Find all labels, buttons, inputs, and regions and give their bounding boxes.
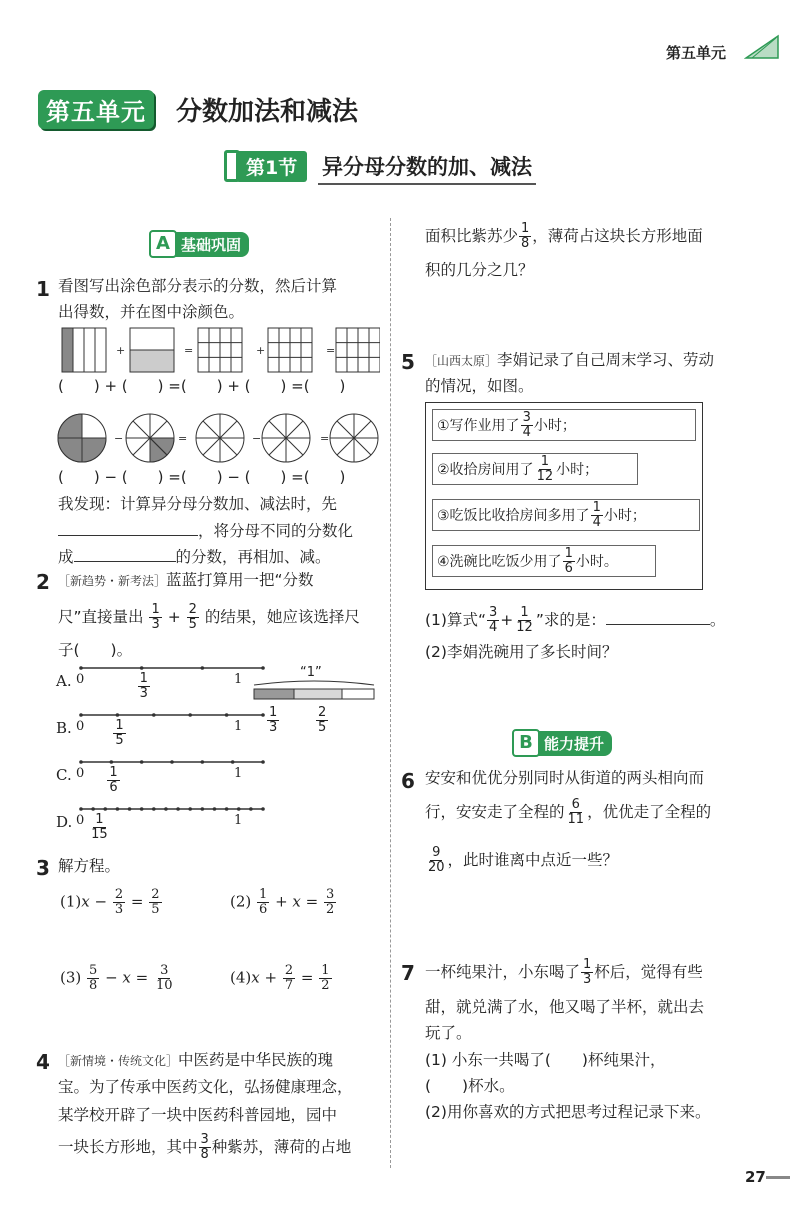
question-6-text-line1: 安安和优优分别同时从街道的两头相向而 (425, 769, 705, 787)
finding-text-2: ，将分母不同的分数化 (198, 522, 354, 540)
ruler-label: B. (56, 719, 72, 737)
ruler-triangle-icon (744, 34, 780, 60)
level-a-label: 基础巩固 (175, 232, 249, 257)
question-1-row1-blanks[interactable]: ( ) + ( ) =( ) + ( ) =( ) (58, 377, 346, 395)
equation-1: (1)x − $\frac{2}{3}$ = $\frac{2}{5}$ (60, 887, 160, 917)
ruler-fraction: $\frac{1}{6}$ (109, 765, 118, 795)
circle-eighths-blank-3 (330, 414, 378, 462)
question-1-finding-line1: 我发现：计算异分母分数加、减法时，先 (58, 495, 338, 513)
ruler-fraction: $\frac{1}{5}$ (115, 718, 124, 748)
time-record-box (425, 402, 703, 590)
column-divider (390, 218, 391, 1168)
q2-text2c: 的结果，她应该选择尺 (204, 608, 360, 626)
ruler-zero: 0 (76, 766, 85, 781)
fraction-9-20: $\frac{9}{20}$ (428, 845, 445, 875)
unit-title: 分数加法和减法 (176, 97, 359, 127)
finding-text-3a: 成 (58, 548, 74, 566)
question-3-number: 3 (36, 856, 50, 880)
ruler-one: 1 (234, 672, 243, 687)
question-4-text-line2: 宝。为了传承中医药文化，弘扬健康理念， (58, 1078, 353, 1096)
minus-sign-2: − (252, 432, 262, 445)
bar-fraction-2-5: $\frac{2}{5}$ (318, 705, 327, 735)
circle-quarters (58, 414, 106, 462)
ruler-one: 1 (234, 719, 243, 734)
question-7-sub2: (2)用你喜欢的方式把思考过程记录下来。 (425, 1103, 711, 1121)
equation-2: (2) $\frac{1}{6}$ + x = $\frac{3}{2}$ (230, 887, 335, 917)
equation-3: (3) $\frac{5}{8}$ − x = $\frac{3}{10}$ (60, 963, 173, 993)
question-2-text1: 蓝蓝打算用一把“分数 (166, 571, 314, 589)
question-5-sub2: (2)李娟洗碗用了多长时间？ (425, 643, 618, 661)
question-5-number: 5 (401, 350, 415, 374)
question-2-text-line2 (58, 603, 360, 632)
bar-fraction-1-3: $\frac{1}{3}$ (269, 705, 278, 735)
q5-text1: 李娟记录了自己周末学习、劳动 (497, 351, 715, 369)
unit-badge: 第五单元 (38, 90, 154, 129)
record-item-4: ④洗碗比吃饭少用了 $\frac{1}{6}$ 小时。 (432, 545, 656, 577)
level-a-heading (149, 230, 249, 258)
q4-text4b: 种紫苏，薄荷的占地 (211, 1138, 352, 1156)
running-unit-tag: 第五单元 (666, 44, 727, 62)
question-5-text-line2: 的情况，如图。 (425, 377, 534, 395)
question-6-number: 6 (401, 769, 415, 793)
ruler-label: C. (56, 766, 72, 784)
finding-text-3b: 的分数，再相加、减。 (175, 548, 331, 566)
record-item-1: ①写作业用了 $\frac{3}{4}$ 小时； (432, 409, 696, 441)
ruler-fraction: $\frac{1}{3}$ (139, 671, 148, 701)
record-item-3: ③吃饭比收拾房间多用了 $\frac{1}{4}$ 小时； (432, 499, 700, 531)
fraction-circles-figure (56, 410, 386, 466)
question-7-text-line2: 甜，就兑满了水，他又喝了半杯，就出去 (425, 998, 705, 1016)
plus-sign-2: + (256, 344, 266, 357)
fraction-1-3-b: $\frac{1}{3}$ (583, 957, 592, 987)
q4-cont1b: ，薄荷占这块长方形地面 (532, 227, 703, 245)
plus-sign-1: + (116, 344, 126, 357)
question-7-text-line1: 一杯纯果汁，小东喝了 $\frac{1}{3}$ 杯后，觉得有些 (425, 957, 703, 987)
page-number: 27 (745, 1168, 766, 1186)
question-1-text-line1: 看图写出涂色部分表示的分数，然后计算 (58, 277, 338, 295)
fraction-3-8: $\frac{3}{8}$ (200, 1132, 209, 1162)
level-a-letter: A (149, 230, 177, 258)
fraction-1-3: $\frac{1}{3}$ (151, 602, 160, 632)
question-5-sub1: (1)算式“ $\frac{3}{4}$ + $\frac{1}{12}$ ”求的是： 。 (425, 605, 726, 635)
level-b-heading (512, 729, 612, 757)
footer-decoration (766, 1176, 790, 1179)
fraction-1-8: $\frac{1}{8}$ (521, 221, 530, 251)
level-b-letter: B (512, 729, 540, 757)
question-7-sub1[interactable]: (1) 小东一共喝了( )杯纯果汁， (425, 1051, 666, 1069)
ruler-zero: 0 (76, 719, 85, 734)
ruler-label: D. (56, 813, 73, 831)
ruler-label: A. (56, 672, 72, 690)
question-2-number: 2 (36, 570, 50, 594)
question-1-row2-blanks[interactable]: ( ) − ( ) =( ) − ( ) =( ) (58, 468, 346, 486)
ruler-zero: 0 (76, 672, 85, 687)
question-4-text-line4 (58, 1133, 351, 1162)
rectangle-halves (130, 328, 174, 372)
section-title: 异分母分数的加、减法 (318, 151, 536, 185)
question-1-text-line2: 出得数，并在图中涂颜色。 (58, 303, 245, 321)
question-4-tag: ［新情境・传统文化］ (58, 1054, 179, 1068)
question-4-cont-line2: 积的几分之几？ (425, 261, 534, 279)
ruler-fraction: $\frac{1}{15}$ (91, 812, 108, 842)
bar-unit-label: “1” (300, 665, 322, 680)
rectangle-quarters (62, 328, 106, 372)
plus-sign: + (167, 608, 181, 626)
finding-blank-1[interactable] (58, 517, 198, 536)
circle-eighths-blank-1 (196, 414, 244, 462)
question-2-answer-line[interactable]: 子( )。 (58, 641, 133, 659)
question-6-text-line2: 行，安安走了全程的 $\frac{6}{11}$ ，优优走了全程的 (425, 797, 712, 827)
blank-grid-3 (336, 328, 380, 372)
blank-grid-1 (198, 328, 242, 372)
question-4-text-line3: 某学校开辟了一块中医药科普园地，园中 (58, 1106, 338, 1124)
question-4-number: 4 (36, 1050, 50, 1074)
question-4-cont-line1 (425, 222, 703, 251)
question-2-text-line1 (58, 566, 314, 596)
question-1-finding-line2 (58, 517, 353, 546)
circle-eighths-shaded (126, 414, 174, 462)
section-badge: 第1节 (236, 151, 307, 182)
circle-eighths-blank-2 (262, 414, 310, 462)
fraction-rectangles-figure (60, 326, 380, 374)
equation-4: (4)x + $\frac{2}{7}$ = $\frac{1}{2}$ (230, 963, 330, 993)
question-1-number: 1 (36, 277, 50, 301)
fraction-bar-diagram (252, 677, 376, 703)
minus-sign-1: − (114, 432, 124, 445)
ruler-one: 1 (234, 766, 243, 781)
ruler-zero: 0 (76, 813, 85, 828)
blank-grid-2 (268, 328, 312, 372)
question-7-number: 7 (401, 961, 415, 985)
record-item-2: ②收拾房间用了 $\frac{1}{12}$ 小时； (432, 453, 638, 485)
level-b-label: 能力提升 (538, 731, 612, 756)
question-7-text-line3: 玩了。 (425, 1024, 472, 1042)
question-2-tag: ［新趋势・新考法］ (58, 574, 167, 588)
equal-sign-1: = (184, 344, 194, 357)
fraction-2-5: $\frac{2}{5}$ (188, 602, 197, 632)
equal-sign-4: = (320, 432, 330, 445)
question-4-text-line1 (58, 1046, 333, 1076)
question-6-text-line3: $\frac{9}{20}$ ，此时谁离中点近一些？ (428, 845, 619, 875)
sub1-answer-blank[interactable] (606, 606, 710, 625)
finding-blank-2[interactable] (74, 543, 176, 562)
ruler-one: 1 (234, 813, 243, 828)
q4-cont1a: 面积比紫苏少 (425, 227, 519, 245)
q4-text1: 中医药是中华民族的瑰 (178, 1051, 334, 1069)
question-3-text: 解方程。 (58, 857, 121, 875)
equal-sign-2: = (326, 344, 336, 357)
q4-text4a: 一块长方形地，其中 (58, 1138, 198, 1156)
q2-text2a: 尺”直接量出 (58, 608, 144, 626)
equal-sign-3: = (178, 432, 188, 445)
question-7-sub1b[interactable]: ( )杯水。 (425, 1077, 515, 1095)
fraction-6-11: $\frac{6}{11}$ (567, 797, 585, 827)
question-5-tag: ［山西太原］ (425, 354, 498, 368)
